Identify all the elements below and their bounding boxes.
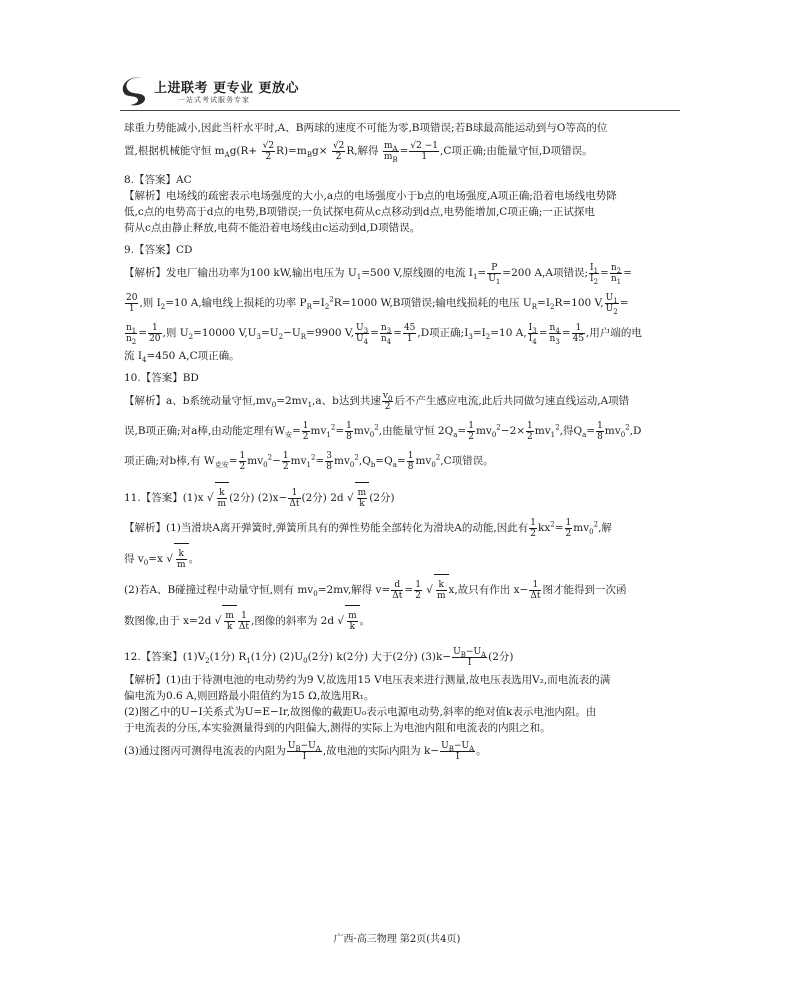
fraction: $\frac{U_B-U_A}{I}$ (441, 740, 475, 762)
fraction: $\frac{1}{\Delta t}$ (530, 579, 541, 601)
text-line: 偏电流为0.6 A,则回路最小阻值约为15 Ω,故选用R₁。 (124, 690, 375, 702)
text-line: $\frac{20}{1}$ ,则 $I_2=10$ A,输电线上损耗的功率 $P_R=I_2^2R=1000$ W,B项错误;输电线损耗的电压 $U_R=I_2R=100$ V, $\frac{U_1}{U_2}$ = (126, 292, 629, 316)
fraction: $\frac{1}{2}$ (565, 517, 572, 539)
text-line: 得 $v_0=x$ √ $\frac{k}{m}$ 。 (124, 543, 680, 574)
text-line: (2)若A、B碰撞过程中动量守恒,则有 $mv_0=2mv$,解得 v= $\frac{d}{\Delta t}$ = $\frac{1}{2}$ √ $\frac{k}{m}$ x,故只有作出 x− $\frac{1}{\Delta t}$ 图才能得到一次函 (124, 574, 680, 605)
text-line: 【解析】电场线的疏密表示电场强度的大小,a点的电场强度小于b点的电场强度,A项正确;沿着电场线电势降 (124, 190, 617, 202)
fraction: $\frac{U_1}{U_2}$ (605, 292, 618, 316)
fraction: $\frac{√2}{2}$ (332, 140, 345, 162)
fraction: $\frac{1}{\Delta t}$ (289, 487, 300, 509)
text-line: 流 $I_4=450$ A,C项正确。 (124, 350, 240, 365)
fraction: $\frac{m_A}{m_B}$ (383, 140, 398, 164)
fraction: $\frac{1}{2}$ (530, 517, 536, 539)
fraction: $\frac{45}{1}$ (403, 322, 416, 344)
fraction: $\frac{3}{8}$ (326, 450, 333, 472)
header-divider (120, 110, 680, 111)
answer-12: 12.【答案】$(1)V_2(1$分) $R_1(1$分) $(2)U_0(2$分) k(2分) 大于(2分) (3)k− $\frac{U_B-U_A}{I}$ (2分) (124, 646, 514, 668)
text-line: 项正确;对b棒,有 $W_{克安}=$ $\frac{1}{2}$ $mv_0^2-$ $\frac{1}{2}$ $mv_1^2=$ $\frac{3}{8}$ $mv_0^2,Q_b=Q_a=$ $\frac{1}{8}$ $mv_0^2,C$项错误。 (124, 450, 494, 472)
fraction: $\frac{d}{\Delta t}$ (392, 579, 403, 601)
text-line: $\frac{n_1}{n_2}$ = $\frac{1}{20}$ ,则 $U_2=10000$ $V,U_3=U_2-U_R=9900$ V, $\frac{U_3}{U_4}$ = $\frac{n_3}{n_4}$ = $\frac{45}{1}$ ,D项正确$;I_3=I_2=10$ A, $\frac{I_3}{I_4}$ = $\frac{n_4}{n_3}$ = $\frac{1}{45}$ ,用户端的电 (126, 322, 642, 346)
fraction: $\frac{1}{2}$ (282, 450, 289, 472)
fraction: $\frac{1}{2}$ (302, 420, 309, 442)
fraction: $\frac{√2 -1}{1}$ (410, 140, 439, 162)
fraction: $\frac{1}{8}$ (597, 420, 603, 442)
answer-9: 9.【答案】CD (124, 244, 193, 256)
text-line: 【解析】(1)由于待测电池的电动势约为9 V,故选用15 V电压表来进行测量,故电压表选用V₂,而电流表的满 (124, 674, 611, 686)
text-line: 【解析】(1)当滑块A离开弹簧时,弹簧所具有的弹性势能全部转化为滑块A的动能,因此有 $\frac{1}{2}$ $kx^2=$ $\frac{1}{2}$ $mv_0^2$,解 (124, 517, 612, 539)
fraction: $\frac{√2}{2}$ (262, 140, 275, 162)
answer-8: 8.【答案】AC (124, 174, 192, 186)
fraction: $\frac{1}{2}$ (468, 420, 474, 442)
fraction: $\frac{1}{20}$ (149, 322, 161, 344)
fraction: $\frac{U_3}{U_4}$ (356, 322, 369, 346)
text-line: 荷从c点由静止释放,电荷不能沿着电场线由c运动到d,D项错误。 (124, 222, 421, 234)
text-line: 置,根据机械能守恒 $m_Ag(R+$ $\frac{√2}{2}$ $R)=m_Bg\times$ $\frac{√2}{2}$ R,解得 $\frac{m_A}{m_B}$ = $\frac{√2 -1}{1}$ ,C项正确;由能量守恒,D项错误。 (124, 140, 593, 164)
text-line: 球重力势能减小,因此当杆水平时,A、B两球的速度不可能为零,B项错误;若B球最高能运动到与O等高的位 (124, 122, 608, 134)
header (120, 74, 320, 114)
brand-name: 上进联考 更专业 更放心 (154, 81, 300, 96)
answer-11: 11.【答案】(1)x √ $\frac{k}{m}$ (2分) (2)x− $\frac{1}{\Delta t}$ (2分) 2d √ $\frac{m}{k}$ (2分) (124, 482, 680, 513)
fraction: $\frac{I_3}{I_4}$ (528, 322, 537, 346)
text-line: 误,B项正确;对a棒,由动能定理有$W_安=$ $\frac{1}{2}$ $mv_1^2=$ $\frac{1}{8}$ $mv_0^2$,由能量守恒 $2Q_a=$ $\frac{1}{2}$ $mv_0^2-2\times$ $\frac{1}{2}$ $mv_1^2$,得$Q_a=$ $\frac{1}{8}$ $mv_0^2,D$ (124, 420, 642, 442)
fraction: $\frac{n_1}{n_2}$ (126, 322, 137, 346)
page-footer: 广西·高三物理 第2页(共4页) (333, 934, 461, 945)
fraction: $\frac{1}{2}$ (415, 579, 421, 601)
fraction: $\frac{1}{45}$ (572, 322, 585, 344)
text-line: 数图像,由于 x=2d √ $\frac{m}{k}$ $\frac{1}{\Delta t}$ ,图像的斜率为 2d √ $\frac{m}{k}$ 。 (124, 605, 680, 636)
fraction: $\frac{U_B-U_A}{I}$ (453, 646, 487, 668)
brand-tagline: 一站式考试服务专家 (178, 96, 250, 104)
text-line: 低,c点的电势高于d点的电势,B项错误;一负试探电荷从c点移动到d点,电势能增加,C项正确;一正试探电 (124, 206, 595, 218)
fraction: $\frac{1}{2}$ (527, 420, 533, 442)
fraction: $\frac{20}{1}$ (126, 292, 138, 314)
fraction: $\frac{U_B-U_A}{I}$ (287, 740, 321, 762)
fraction: $\frac{n_4}{n_3}$ (549, 322, 560, 346)
text-line: (3)通过图丙可测得电流表的内阻为 $\frac{U_B-U_A}{I}$ ,故电池的实际内阻为 k− $\frac{U_B-U_A}{I}$ 。 (124, 740, 487, 762)
fraction: $\frac{1}{8}$ (346, 420, 352, 442)
text-line: 于电流表的分压,本实验测量得到的内阻偏大,测得的实际上为电池内阻和电流表的内阻之和。 (124, 722, 551, 734)
fraction: $\frac{1}{2}$ (239, 450, 246, 472)
text-line: 【解析】a、b系统动量守恒$,mv_0=2mv_1,a$、b达到共速 $\frac{v_0}{2}$ 后不产生感应电流,此后共同做匀速直线运动,A项错 (124, 390, 630, 412)
text-line: 【解析】发电厂输出功率为100 kW,输出电压为 $U_1=500$ V,原线圈的电流 $I_1=$ $\frac{P}{U_1}$ =200 A,A项错误; $\frac{I_1}{I_2}$ = $\frac{n_2}{n_1}$ = (124, 262, 632, 286)
fraction: $\frac{1}{\Delta t}$ (238, 610, 249, 632)
answer-10: 10.【答案】BD (124, 372, 199, 384)
text-line: (2)图乙中的U−I关系式为U=E−Ir,故图像的截距U₀表示电源电动势,斜率的绝对值k表示电池内阻。由 (124, 706, 597, 718)
fraction: $\frac{1}{8}$ (407, 450, 414, 472)
fraction: $\frac{v_0}{2}$ (382, 390, 393, 412)
fraction: $\frac{n_2}{n_1}$ (610, 262, 622, 286)
fraction: $\frac{P}{U_1}$ (488, 262, 501, 286)
fraction: $\frac{I_1}{I_2}$ (590, 262, 599, 286)
logo-icon (120, 74, 150, 108)
answer-content (124, 120, 680, 766)
fraction: $\frac{n_3}{n_4}$ (380, 322, 392, 346)
